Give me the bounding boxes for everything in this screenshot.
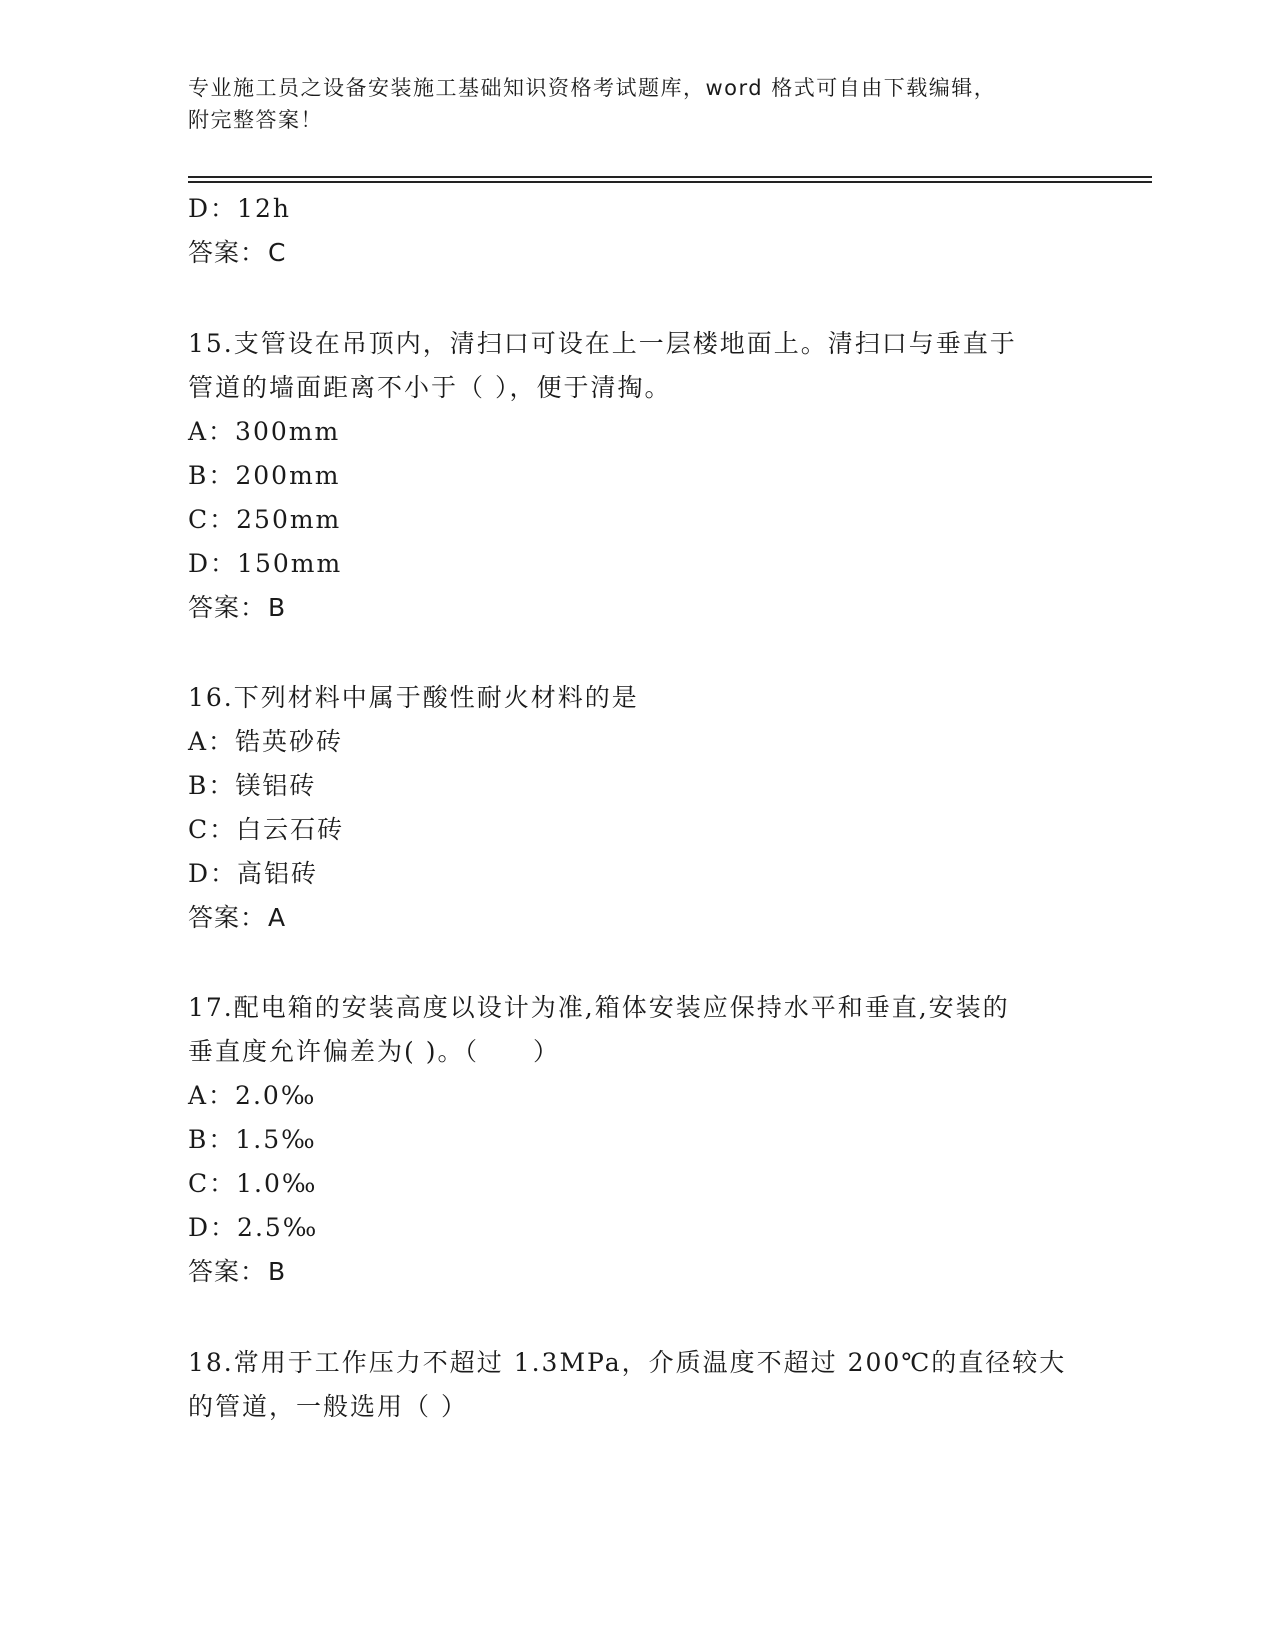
question-text-line-1: 18.常用于工作压力不超过 1.3MPa，介质温度不超过 200℃的直径较大	[188, 1348, 1067, 1377]
question-text-line-2: 管道的墙面距离不小于（ ），便于清掏。	[188, 373, 672, 402]
header-line-2: 附完整答案！	[188, 108, 323, 132]
answer-label: 答案：	[188, 593, 267, 622]
answer-label: 答案：	[188, 903, 267, 932]
answer-label: 答案：	[188, 1257, 267, 1286]
header-divider-bottom	[188, 181, 1152, 183]
option-c: C：1.0‰	[188, 1169, 318, 1198]
question-text-line-1: 16.下列材料中属于酸性耐火材料的是	[188, 683, 639, 712]
option-c: C：250mm	[188, 505, 342, 534]
answer-value: A	[268, 903, 287, 932]
answer-line	[188, 591, 286, 625]
header-divider-top	[188, 176, 1152, 178]
answer-label: 答案：	[188, 238, 267, 267]
answer-value: C	[268, 238, 287, 267]
answer-line	[188, 1255, 286, 1289]
answer-value: B	[268, 593, 287, 622]
option-b: B：200mm	[188, 461, 341, 490]
option-b: B：镁铝砖	[188, 771, 317, 800]
question-text-line-1: 15.支管设在吊顶内，清扫口可设在上一层楼地面上。清扫口与垂直于	[188, 329, 1017, 358]
answer-line	[188, 901, 286, 935]
question-text-line-2: 垂直度允许偏差为( )。（ ）	[188, 1037, 560, 1066]
option-a: A：2.0‰	[188, 1081, 317, 1110]
option-d: D：150mm	[188, 549, 343, 578]
option-b: B：1.5‰	[188, 1125, 317, 1154]
question-text-line-1: 17.配电箱的安装高度以设计为准,箱体安装应保持水平和垂直,安装的	[188, 993, 1010, 1022]
option-d: D：12h	[188, 194, 291, 223]
option-c: C：白云石砖	[188, 815, 345, 844]
answer-value: B	[268, 1257, 287, 1286]
question-text-line-2: 的管道，一般选用（ ）	[188, 1392, 468, 1421]
header-text	[188, 72, 1088, 136]
header-line-1: 专业施工员之设备安装施工基础知识资格考试题库，word 格式可自由下载编辑，	[188, 76, 997, 100]
answer-line	[188, 236, 286, 270]
option-a: A：锆英砂砖	[188, 727, 344, 756]
option-d: D：高铝砖	[188, 859, 319, 888]
option-d: D：2.5‰	[188, 1213, 319, 1242]
option-a: A：300mm	[188, 417, 341, 446]
